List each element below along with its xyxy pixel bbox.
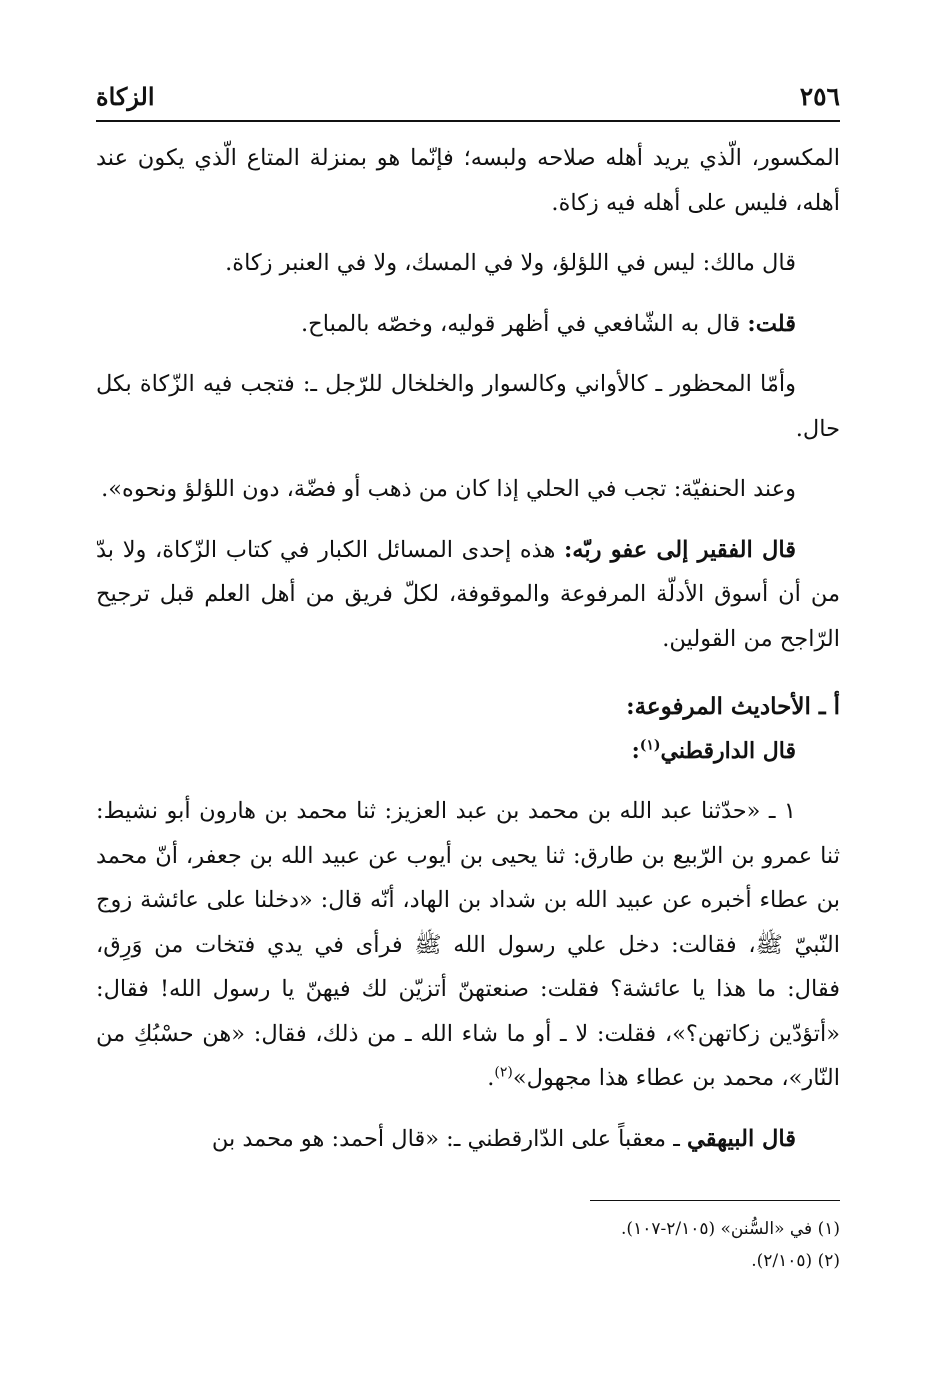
sub-heading-suffix: : <box>631 738 640 764</box>
bayhaqi-text: ـ معقباً على الدّارقطني ـ: «قال أحمد: هو محمد بن <box>211 1125 688 1152</box>
section-heading: أ ـ الأحاديث المرفوعة: <box>626 693 840 720</box>
qultu-label: قلت: <box>747 310 796 337</box>
hadith-paragraph <box>96 789 840 1101</box>
sub-heading <box>96 729 840 773</box>
paragraph-author <box>96 528 840 662</box>
paragraph-bayhaqi <box>96 1117 840 1162</box>
footnote-ref-2: (٢) <box>494 1064 513 1081</box>
paragraph-mahzur: وأمّا المحظور ـ كالأواني وكالسوار والخلخال للرّجل ـ: فتجب فيه الزّكاة بكل حال. <box>96 371 840 442</box>
chapter-title: الزكاة <box>96 82 155 111</box>
bayhaqi-label: قال البيهقي <box>687 1125 796 1152</box>
qultu-text: قال به الشّافعي في أظهر قوليه، وخصّه بالمباح. <box>301 310 748 337</box>
author-text: هذه إحدى المسائل الكبار في كتاب الزّكاة، ولا بدّ من أن أسوق الأدلّة المرفوعة والموقوفة، لكلّ فريق من أهل العلم قبل ترجيح الرّاجح من القولين. <box>96 536 840 652</box>
page-number: ٢٥٦ <box>799 82 840 111</box>
footnote-2: (٢) (٢/١٠٥). <box>751 1251 840 1271</box>
page-header <box>96 80 840 122</box>
hadith-text: ١ ـ «حدّثنا عبد الله بن محمد بن عبد العزيز: ثنا محمد بن هارون أبو نشيط: ثنا عمرو بن الرّبيع بن طارق: ثنا يحيى بن أيوب عن عبيد الله بن جعفر، أنّ محمد بن عطاء أخبره عن عبيد الله بن شداد بن الهاد، أنّه قال: «دخلنا على عائشة زوج النّبيّ ﷺ، فقالت: دخل علي رسول الله ﷺ فرأى في يدي فتخات من وَرِق، فقال: ما هذا يا عائشة؟ فقلت: صنعتهنّ أتزيّن لك فيهنّ يا رسول الله! فقال: «أتؤدّين زكاتهن؟»، فقلت: لا ـ أو ما شاء الله ـ من ذلك، فقال: «هن حسْبُكِ من النّار»، محمد بن عطاء هذا مجهول» <box>96 798 840 1091</box>
paragraph-hanafiyya: وعند الحنفيّة: تجب في الحلي إذا كان من ذهب أو فضّة، دون اللؤلؤ ونحوه». <box>101 476 796 502</box>
page-body <box>96 136 840 1177</box>
paragraph-continuation: المكسور، الّذي يريد أهله صلاحه ولبسه؛ فإنّما هو بمنزلة المتاع الّذي يكون عند أهله، فليس على أهله فيه زكاة. <box>96 145 840 216</box>
hadith-suffix: . <box>487 1065 495 1091</box>
sub-heading-text: قال الدارقطني <box>660 738 796 764</box>
book-page <box>96 0 840 1381</box>
footnote-1: (١) في «السُّنن» (٢/١٠٥-١٠٧). <box>621 1219 840 1239</box>
author-label: قال الفقير إلى عفو ربّه: <box>563 536 796 563</box>
footnote-ref-1: (١) <box>639 737 661 754</box>
paragraph-malik: قال مالك: ليس في اللؤلؤ، ولا في المسك، ولا في العنبر زكاة. <box>225 250 796 276</box>
paragraph-qultu <box>96 302 840 347</box>
footnotes <box>96 1200 840 1277</box>
footnote-divider <box>590 1200 840 1201</box>
